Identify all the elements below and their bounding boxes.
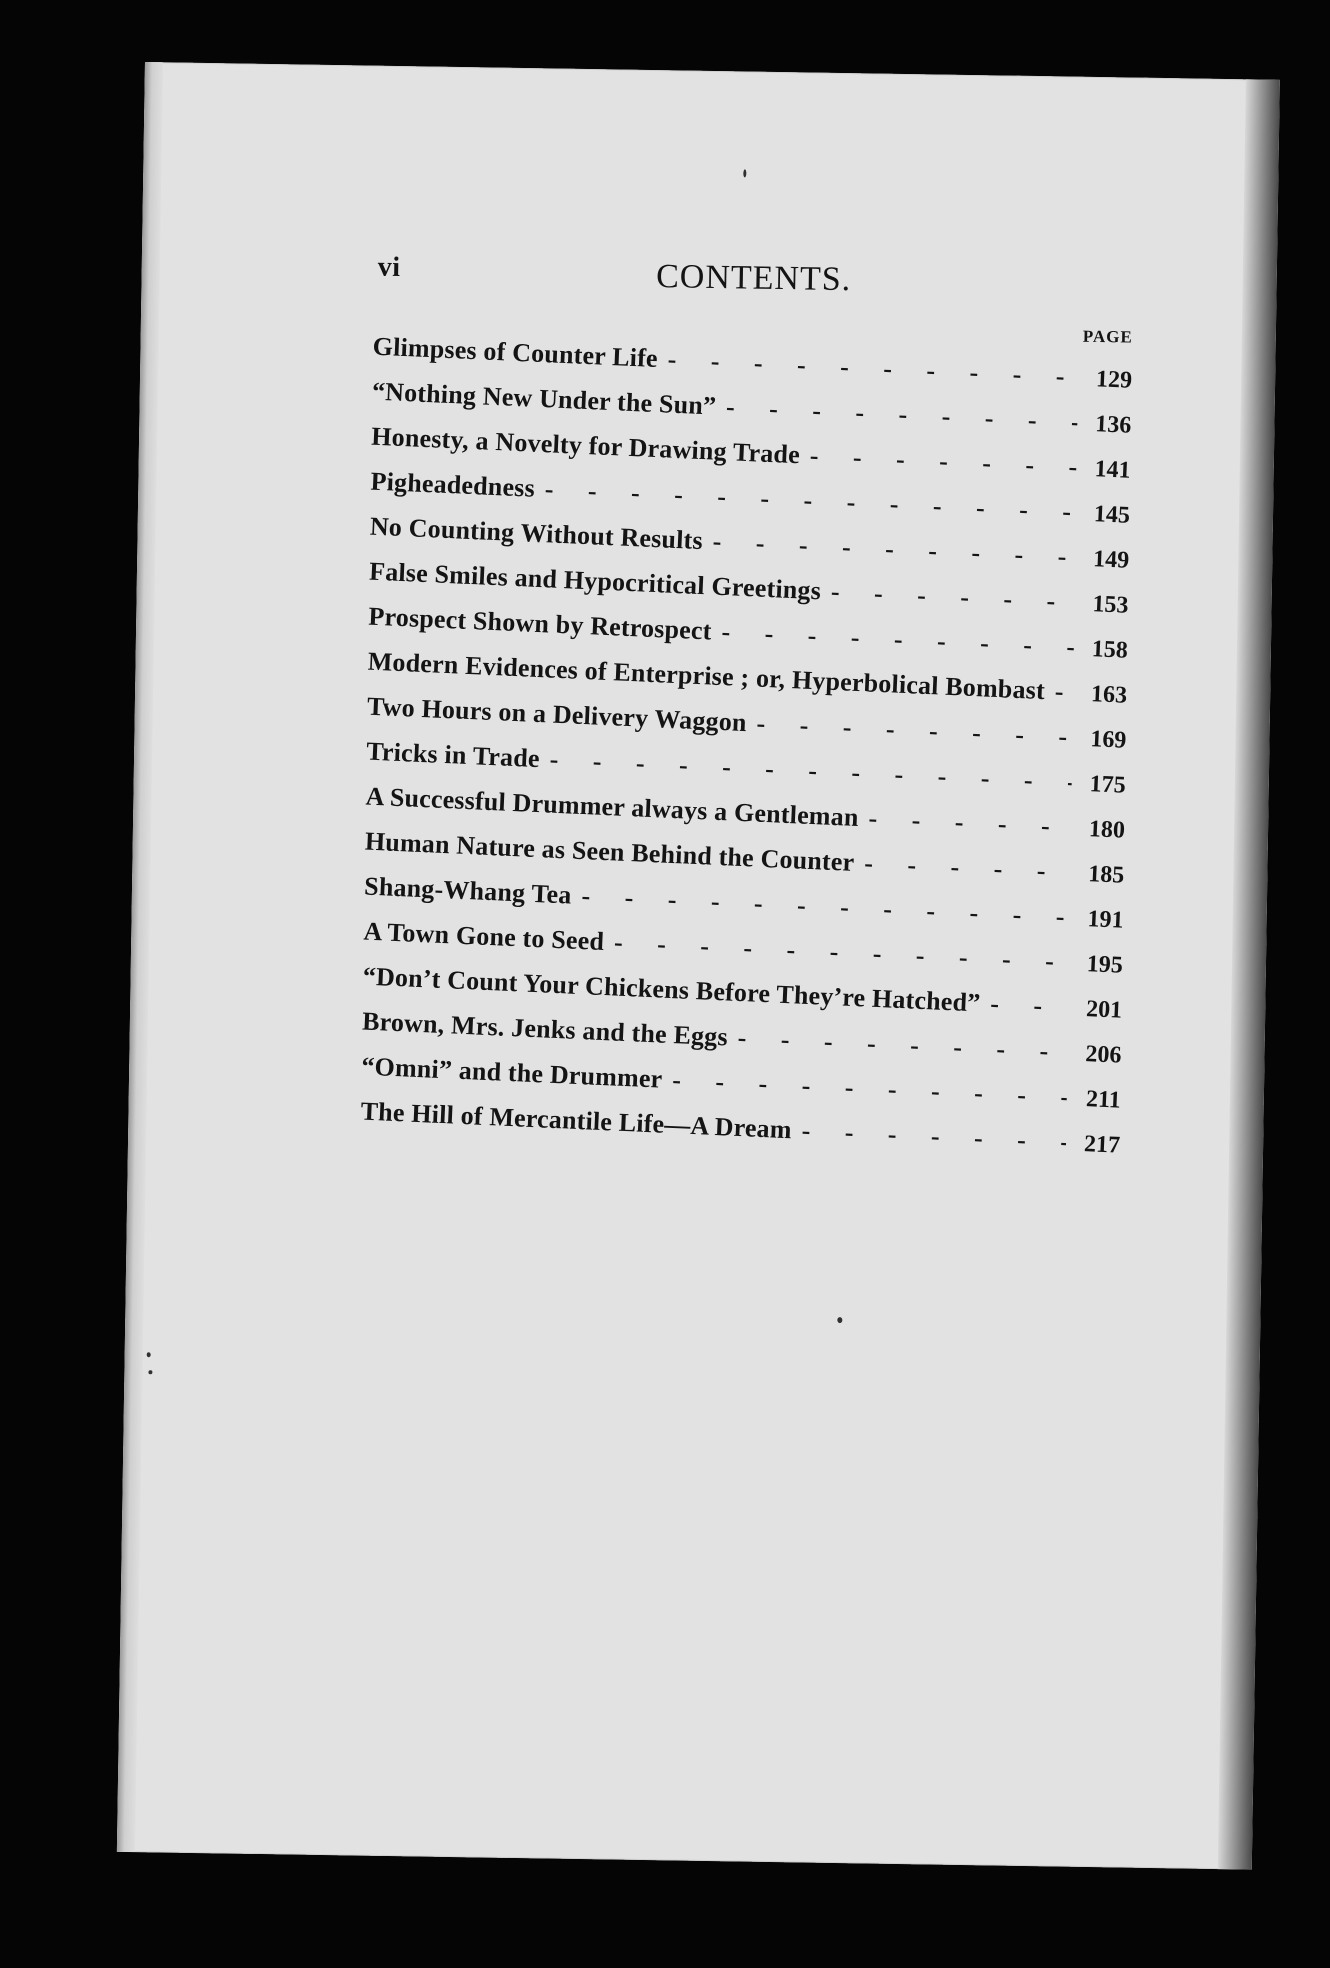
entry-page-number: 195 — [1086, 951, 1124, 979]
entry-page-number: 141 — [1094, 456, 1132, 484]
page-header — [373, 246, 1134, 347]
page-column-label: PAGE — [1082, 326, 1133, 347]
entry-title: “Don’t Count Your Chickens Before They’re Hatched” — [362, 961, 982, 1018]
entry-page-number: 206 — [1084, 1041, 1122, 1069]
entry-title: Prospect Shown by Retrospect — [367, 601, 713, 646]
dot-leader — [980, 989, 1069, 1023]
entry-page-number: 153 — [1091, 591, 1130, 619]
entry-page-number: 136 — [1094, 411, 1132, 439]
entry-title: False Smiles and Hypocritical Greetings — [368, 556, 822, 606]
entry-page-number: 175 — [1089, 771, 1127, 799]
entry-title: A Successful Drummer always a Gentleman — [365, 781, 860, 833]
paper-speck — [837, 1317, 842, 1323]
entry-page-number: 149 — [1092, 546, 1130, 574]
page-title: CONTENTS. — [655, 258, 852, 299]
entry-page-number: 163 — [1090, 681, 1128, 709]
entry-title: Pigheadedness — [370, 466, 536, 503]
entry-title: The Hill of Mercantile Life—A Dream — [360, 1096, 793, 1145]
entry-page-number: 158 — [1091, 636, 1129, 664]
entry-title: A Town Gone to Seed — [362, 916, 605, 957]
paper-speck — [743, 169, 746, 177]
paper-speck — [147, 1352, 151, 1357]
entry-title: Modern Evidences of Enterprise ; or, Hyperbolical Bombast — [367, 646, 1046, 706]
entry-title: Shang-Whang Tea — [363, 871, 573, 910]
entry-page-number: 211 — [1085, 1086, 1122, 1114]
entry-title: Brown, Mrs. Jenks and the Eggs — [361, 1006, 729, 1052]
contents-block — [360, 246, 1134, 1159]
entry-title: No Counting Without Results — [369, 511, 704, 556]
page-number: vi — [377, 251, 401, 284]
entry-title: Tricks in Trade — [365, 736, 541, 774]
entry-page-number: 169 — [1089, 726, 1127, 754]
entry-page-number: 191 — [1086, 906, 1125, 934]
entry-page-number: 129 — [1095, 366, 1133, 394]
entry-title: “Nothing New Under the Sun” — [371, 376, 717, 421]
entry-title: Glimpses of Counter Life — [372, 331, 659, 374]
contents-list — [360, 310, 1133, 1159]
entry-title: Two Hours on a Delivery Waggon — [366, 691, 748, 738]
entry-title: Human Nature as Seen Behind the Counter — [364, 826, 855, 877]
entry-title: “Omni” and the Drummer — [360, 1051, 664, 1094]
entry-page-number: 145 — [1093, 501, 1131, 529]
dot-leader — [657, 344, 1079, 392]
paper-speck — [148, 1370, 152, 1374]
page-edge-shadow — [1218, 79, 1280, 1869]
entry-title: Honesty, a Novelty for Drawing Trade — [370, 421, 801, 470]
entry-page-number: 201 — [1085, 996, 1123, 1024]
entry-page-number: 217 — [1083, 1131, 1121, 1159]
paper-page — [117, 62, 1280, 1870]
dot-leader — [1044, 676, 1074, 707]
page-gutter — [117, 62, 163, 1852]
entry-page-number: 180 — [1088, 816, 1126, 844]
entry-page-number: 185 — [1087, 861, 1125, 889]
